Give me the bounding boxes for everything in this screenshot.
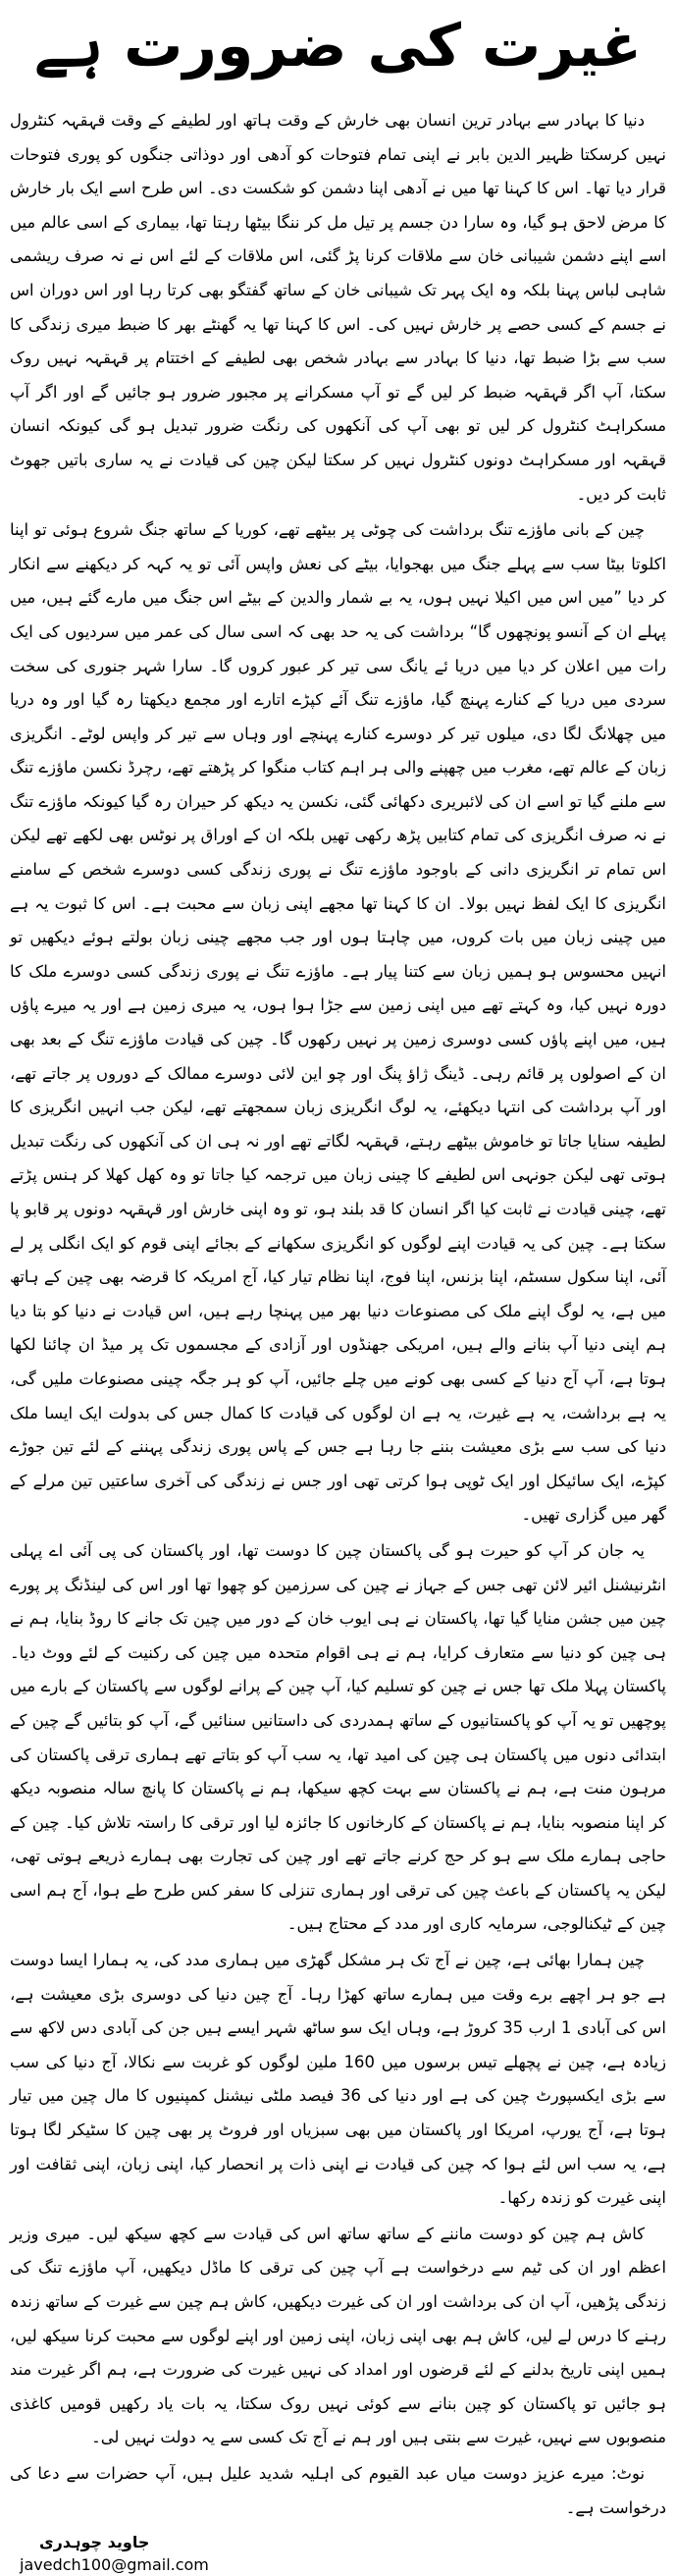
author-email[interactable]: javedch100@gmail.com: [20, 2555, 209, 2575]
paragraph: چین ہمارا بھائی ہے، چین نے آج تک ہر مشکل گھڑی میں ہماری مدد کی، یہ ہمارا ایسا دوست ہے جو ہر اچھے برے وقت میں ہمارے ساتھ کھڑا رہا۔ آج چین دنیا کی دوسری بڑی معیشت ہے، اس کی آبادی 1 ارب 35 کروڑ ہے، وہاں ایک سو ساٹھ شہر ایسے ہیں جن کی آبادی دس لاکھ سے زیادہ ہے، چین نے پچھلے تیس برسوں میں 160 ملین لوگوں کو غربت سے نکالا، آج دنیا کی سب سے بڑی ایکسپورٹ چین کی ہے اور دنیا کی 36 فیصد ملٹی نیشنل کمپنیوں کا مال چین میں تیار ہوتا ہے، آج یورپ، امریکا اور پاکستان میں بھی سبزیاں اور فروٹ پر بھی چین کا سٹیکر لگا ہوتا ہے، یہ سب اس لئے ہوا کہ چین کی قیادت نے اپنی ذات پر انحصار کیا، اپنی زبان، اپنی ثقافت اور اپنی غیرت کو زندہ رکھا۔: [10, 1951, 666, 2208]
note-paragraph: نوٹ: میرے عزیز دوست میاں عبد القیوم کی اہلیہ شدید علیل ہیں، آپ حضرات سے دعا کی درخواست ہے۔: [10, 2463, 666, 2517]
author-name: جاوید چوہدری: [39, 2533, 150, 2552]
article-body: [10, 104, 666, 2525]
paragraph: یہ جان کر آپ کو حیرت ہو گی پاکستان چین کا دوست تھا، اور پاکستان کی پی آئی اے پہلی انٹرنیشنل ائیر لائن تھی جس کے جہاز نے چین کی سرزمین کو چھوا تھا اور اس کی لینڈنگ پر پورے چین میں جشن منایا گیا تھا، پاکستان نے ہی ایوب خان کے دور میں چین تک جانے کا روڈ بنایا، ہم نے ہی چین کو دنیا سے متعارف کرایا، ہم نے ہی اقوام متحدہ میں چین کی رکنیت کے لئے ووٹ دیا۔ پاکستان پہلا ملک تھا جس نے چین کو تسلیم کیا، آپ چین کے پرانے لوگوں سے پاکستان کے بارے میں پوچھیں تو یہ آپ کو پاکستانیوں کے ساتھ ہمدردی کی داستانیں سنائیں گے، آپ کو بتائیں گے چین کے ابتدائی دنوں میں پاکستان ہی چین کی امید تھا، یہ سب آپ کو بتاتے تھے ہماری ترقی پاکستان کی مرہون منت ہے، ہم نے پاکستان سے بہت کچھ سیکھا، ہم نے پاکستان کا پانچ سالہ منصوبہ دیکھ کر اپنا منصوبہ بنایا، ہم نے پاکستان کے کارخانوں کا جائزہ لیا اور ترقی کا راستہ تلاش کیا۔ چین کے حاجی ہمارے ملک سے ہو کر حج کرنے جاتے تھے اور چین کی تجارت بھی ہمارے ذریعے ہوتی تھی، لیکن یہ پاکستان کے باعث چین کی ترقی اور ہماری تنزلی کا سفر کس طرح طے ہوا، آج ہم اسی چین کے ٹیکنالوجی، سرمایہ کاری اور مدد کے محتاج ہیں۔: [10, 1540, 666, 1934]
paragraph: چین کے بانی ماؤزے تنگ برداشت کی چوٹی پر بیٹھے تھے، کوریا کے ساتھ جنگ شروع ہوئی تو اپنا اکلوتا بیٹا سب سے پہلے جنگ میں بھجوایا، بیٹے کی نعش واپس آئی تو یہ کہہ کر دیکھنے سے انکار کر دیا ”میں اس میں اکیلا نہیں ہوں، یہ بے شمار والدین کے بیٹے اس جنگ میں مارے گئے ہیں، میں پہلے ان کے آنسو پونچھوں گا“ برداشت کی یہ حد بھی کہ اسی سال کی عمر میں سردیوں کی ایک رات میں اعلان کر دیا میں دریا ئے یانگ سی تیر کر عبور کروں گا۔ سارا شہر جنوری کی سخت سردی میں دریا کے کنارے پہنچ گیا، ماؤزے تنگ آئے کپڑے اتارے اور مجمع دیکھتا رہ گیا اور وہ دریا میں چھلانگ لگا دی، میلوں تیر کر دوسرے کنارے پہنچے اور وہاں سے تیر کر واپس لوٹے۔ انگریزی زبان کے عالم تھے، مغرب میں چھپنے والی ہر اہم کتاب منگوا کر پڑھتے تھے، رچرڈ نکسن ماؤزے تنگ سے ملنے گیا تو اسے ان کی لائبریری دکھائی گئی، نکسن یہ دیکھ کر حیران رہ گیا کیونکہ ماؤزے تنگ نے نہ صرف انگریزی کی تمام کتابیں پڑھ رکھی تھیں بلکہ ان کے اوراق پر نوٹس بھی لکھے تھے لیکن اس تمام تر انگریزی دانی کے باوجود ماؤزے تنگ نے پوری زندگی کسی دوسرے شخص کے سامنے انگریزی کا ایک لفظ نہیں بولا۔ ان کا کہنا تھا مجھے اپنی زبان سے محبت ہے۔ اس کا ثبوت یہ ہے میں چینی زبان میں بات کروں، میں چاہتا ہوں اور جب مجھے چینی زبان بولتے ہوئے دیکھیں تو انہیں محسوس ہو ہمیں زبان سے کتنا پیار ہے۔ ماؤزے تنگ نے پوری زندگی کسی دوسرے ملک کا دورہ نہیں کیا، وہ کہتے تھے میں اپنی زمین سے جڑا ہوا ہوں، یہ میری زمین ہے اور یہ میرے پاؤں ہیں، میں اپنے پاؤں کسی دوسری زمین پر نہیں رکھوں گا۔ چین کی قیادت ماؤزے تنگ کے بعد بھی ان کے اصولوں پر قائم رہی۔ ڈینگ ژاؤ پنگ اور چو این لائی دوسرے ممالک کے دوروں پر جاتے تھے، اور آپ برداشت کی انتہا دیکھئے، یہ لوگ انگریزی زبان سمجھتے تھے، لیکن جب انہیں انگریزی کا لطیفہ سنایا جاتا تو خاموش بیٹھے رہتے، قہقہہ لگاتے تھے اور نہ ہی ان کی آنکھوں کی رنگت تبدیل ہوتی تھی لیکن جونہی اس لطیفے کا چینی زبان میں ترجمہ کیا جاتا تو وہ کھل کھلا کر ہنس پڑتے تھے، چینی قیادت نے ثابت کیا اگر انسان کا قد بلند ہو، تو وہ اپنی خارش اور قہقہہ دونوں پر قابو پا سکتا ہے۔ چین کی یہ قیادت اپنے لوگوں کو انگریزی سکھانے کے بجائے اپنی قوم کو ایک انگلی پر لے آئی، اپنا سکول سسٹم، اپنا بزنس، اپنا فوج، اپنا نظام تیار کیا، آج امریکہ کا قرضہ بھی چین کے ہاتھ میں ہے، یہ لوگ اپنے ملک کی مصنوعات دنیا بھر میں پہنچا رہے ہیں، اس قیادت نے دنیا کو بتا دیا ہم اپنی دنیا آپ بنانے والے ہیں، امریکی جھنڈوں اور آزادی کے مجسموں تک پر میڈ ان چائنا لکھا ہوتا ہے، آپ آج دنیا کے کسی بھی کونے میں چلے جائیں، آپ کو ہر جگہ چینی مصنوعات ملیں گی، یہ ہے برداشت، یہ ہے غیرت، یہ ہے ان لوگوں کی قیادت کا کمال جس کی بدولت ایک ایسا ملک دنیا کی سب سے بڑی معیشت بننے جا رہا ہے جس کے پاس پوری زندگی پہننے کے لئے تین جوڑے کپڑے، ایک سائیکل اور ایک ٹوپی ہوا کرتی تھی اور جس نے زندگی کی آخری ساعتیں تین مرلے کے گھر میں گزاری تھیں۔: [10, 520, 666, 1525]
headline: غیرت کی ضرورت ہے: [33, 12, 643, 80]
paragraph: دنیا کا بہادر سے بہادر ترین انسان بھی خارش کے وقت ہاتھ اور لطیفے کے وقت قہقہہ کنٹرول نہیں کرسکتا ظہیر الدین بابر نے اپنی تمام فتوحات کو آدھی اور دوذاتی جنگوں کو پوری فتوحات قرار دیا تھا۔ اس کا کہنا تھا میں نے آدھی اپنا دشمن کو شکست دی۔ اس طرح اسے ایک بار خارش کا مرض لاحق ہو گیا، وہ سارا دن جسم پر تیل مل کر ننگا بیٹھا رہتا تھا، بیماری کے اسی عالم میں اسے اپنے دشمن شیبانی خان سے ملاقات کرنا پڑ گئی، اس ملاقات کے لئے اس نے نہ صرف ریشمی شاہی لباس پہنا بلکہ وہ ایک پہر تک شیبانی خان کے ساتھ گفتگو بھی کرتا رہا اور اس دوران اس نے جسم کے کسی حصے پر خارش نہیں کی۔ اس کا کہنا تھا یہ گھنٹے بھر کا ضبط میری زندگی کا سب سے بڑا ضبط تھا، دنیا کا بہادر سے بہادر شخص بھی لطیفے کے اختتام پر قہقہہ نہیں روک سکتا، آپ اگر قہقہہ ضبط کر لیں گے تو آپ مسکرانے پر مجبور ضرور ہو جائیں گے اور اگر آپ مسکراہٹ کنٹرول کر لیں تو بھی آپ کی آنکھوں کی رنگت ضرور تبدیل ہو گی کیونکہ انسان قہقہہ اور مسکراہٹ دونوں کنٹرول نہیں کر سکتا لیکن چین کی قیادت نے یہ ساری باتیں جھوٹ ثابت کر دیں۔: [10, 111, 666, 504]
closing-paragraph: کاش ہم چین کو دوست ماننے کے ساتھ ساتھ اس کی قیادت سے کچھ سیکھ لیں۔ میری وزیر اعظم اور ان کی ٹیم سے درخواست ہے آپ چین کی ترقی کا ماڈل دیکھیں، آپ ماؤزے تنگ کی زندگی پڑھیں، آپ ان کی برداشت اور ان کی غیرت دیکھیں، کاش ہم چین سے غیرت کے ساتھ زندہ رہنے کا درس لے لیں، کاش ہم بھی اپنی زبان، اپنی زمین اور اپنے لوگوں سے محبت کرنا سیکھ لیں، ہمیں اپنی تاریخ بدلنے کے لئے قرضوں اور امداد کی نہیں غیرت کی ضرورت ہے، ہم اگر غیرت مند ہو جائیں تو پاکستان کو چین بنانے سے کوئی نہیں روک سکتا، یہ بات یاد رکھیں قومیں کاغذی منصوبوں سے نہیں، غیرت سے بنتی ہیں اور ہم نے آج تک کسی سے یہ دولت نہیں لی۔: [10, 2224, 666, 2447]
